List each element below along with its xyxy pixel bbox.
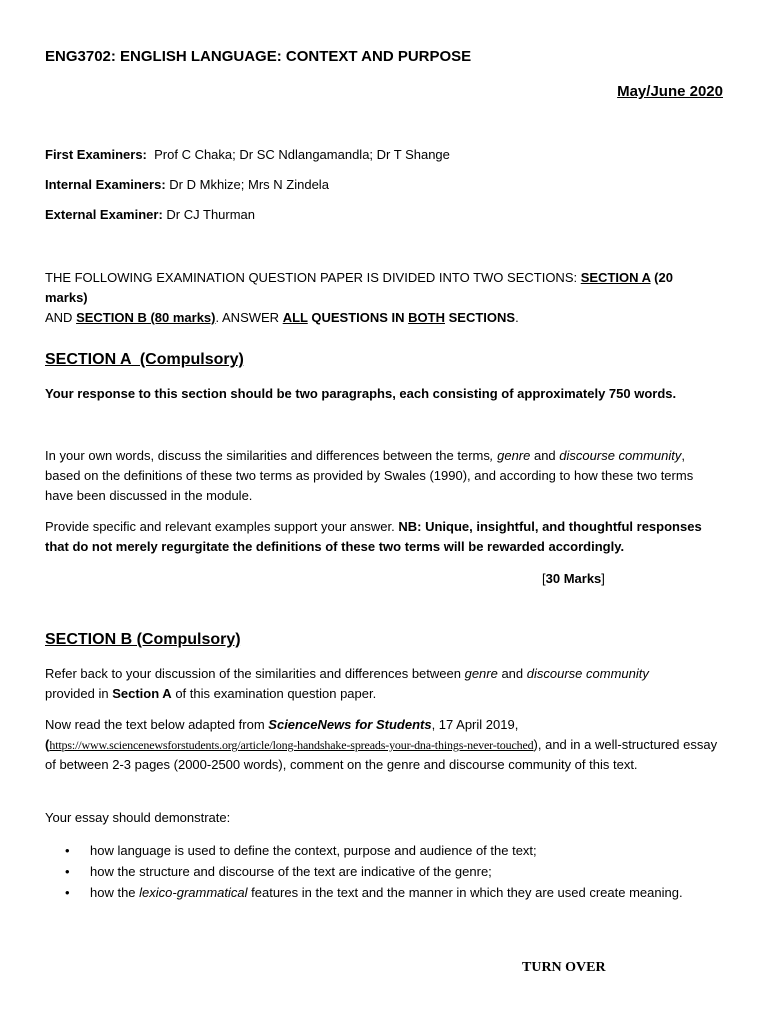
external-examiner-names: Dr CJ Thurman [166, 207, 256, 222]
section-b-provided: provided in [45, 686, 113, 701]
section-b-section-a-ref: Section A [112, 686, 172, 701]
section-b-task-rest: ), and in a well-structured essay of between 2-3 pages (2000-2500 words), comment on the genre and discourse community of this text. [45, 737, 718, 772]
section-a-q-genre: genre [497, 448, 531, 463]
section-a-guidance [45, 517, 715, 557]
section-a-q-and: and [530, 448, 560, 463]
internal-examiners [45, 175, 450, 195]
first-examiners-label: First Examiners: [45, 147, 147, 162]
list-item-text: how the [90, 885, 140, 900]
section-a-heading-label: SECTION A [45, 351, 131, 368]
section-b-and: and [497, 666, 527, 681]
section-b-task-text: Now read the text below adapted from [45, 717, 269, 732]
essay-requirements-label: Your essay should demonstrate: [45, 810, 231, 825]
examiners-block [45, 145, 450, 235]
internal-examiners-names: Dr D Mkhize; Mrs N Zindela [169, 177, 329, 192]
marks-close: ] [601, 571, 605, 586]
intro-sections: SECTIONS [444, 310, 516, 325]
section-a-marks [542, 569, 605, 589]
intro-both: BOTH [408, 310, 445, 325]
bullet-icon: • [65, 864, 70, 879]
list-item [45, 840, 735, 861]
paper-instructions [45, 268, 715, 328]
exam-date: May/June 2020 [617, 83, 723, 100]
internal-examiners-label: Internal Examiners: [45, 177, 166, 192]
section-b-heading: SECTION B (Compulsory) [45, 631, 241, 648]
bullet-icon: • [65, 885, 70, 900]
section-a-instruction: Your response to this section should be two paragraphs, each consisting of approximately 750 words. [45, 386, 677, 401]
section-a-q-rest: , based on the definitions of these two terms as provided by Swales (1990), and according to how these two terms have been discussed in the module. [45, 448, 694, 503]
section-a-guidance-text: Provide specific and relevant examples support your answer. [45, 519, 399, 534]
section-b-intro [45, 664, 715, 704]
list-item-text: how the structure and discourse of the text are indicative of the genre; [90, 864, 492, 879]
intro-end: . [515, 310, 519, 325]
bullet-icon: • [65, 843, 70, 858]
intro-section-b: SECTION B (80 marks) [76, 310, 216, 325]
source-for-students: for Students [355, 717, 432, 732]
marks-open: [ [542, 571, 546, 586]
external-examiner-label: External Examiner: [45, 207, 163, 222]
section-b-genre: genre [464, 666, 498, 681]
list-item-italic: lexico-grammatical [139, 885, 248, 900]
list-item-text-end: features in the text and the manner in which they are used create meaning. [247, 885, 683, 900]
section-a-q-comma: , [489, 448, 494, 463]
course-title: ENG3702: ENGLISH LANGUAGE: CONTEXT AND PURPOSE [45, 48, 472, 65]
section-a-nb: NB: Unique, insightful, and thoughtful responses that do not merely regurgitate the definitions of these two terms will be rewarded accordingly. [45, 519, 702, 554]
list-item-text: how language is used to define the context, purpose and audience of the text; [90, 843, 537, 858]
list-item [45, 882, 735, 903]
intro-all: ALL [282, 310, 308, 325]
link-paren: ( [45, 737, 50, 752]
intro-section-a: SECTION A [580, 270, 651, 285]
intro-section-a-marks: (20 marks) [45, 270, 673, 305]
section-b-task [45, 715, 723, 775]
source-date: , 17 April 2019, [431, 717, 519, 732]
external-examiner [45, 205, 450, 225]
first-examiners-names: Prof C Chaka; Dr SC Ndlangamandla; Dr T Shange [154, 147, 450, 162]
article-link[interactable]: https://www.sciencenewsforstudents.org/article/long-handshake-spreads-your-dna-things-never-touched [49, 738, 534, 752]
section-a-q-discourse: discourse community [559, 448, 682, 463]
list-item [45, 861, 735, 882]
source-name: ScienceNews [268, 717, 356, 732]
section-a-q-text: In your own words, discuss the similarities and differences between the terms [45, 448, 490, 463]
marks-value: 30 Marks [545, 571, 602, 586]
section-a-heading [45, 350, 244, 370]
essay-requirements-list [45, 840, 735, 903]
intro-and: AND [45, 310, 77, 325]
intro-answer: . ANSWER [215, 310, 283, 325]
section-a-question [45, 446, 715, 506]
turn-over-note: TURN OVER [522, 960, 606, 975]
section-a-heading-suffix: (Compulsory) [130, 351, 244, 368]
section-b-discourse: discourse community [526, 666, 649, 681]
section-b-intro-end: of this examination question paper. [171, 686, 377, 701]
intro-text: THE FOLLOWING EXAMINATION QUESTION PAPER IS DIVIDED INTO TWO SECTIONS: [45, 270, 581, 285]
section-b-intro-text: Refer back to your discussion of the similarities and differences between [45, 666, 465, 681]
intro-questions-in: QUESTIONS IN [307, 310, 409, 325]
first-examiners [45, 145, 450, 165]
